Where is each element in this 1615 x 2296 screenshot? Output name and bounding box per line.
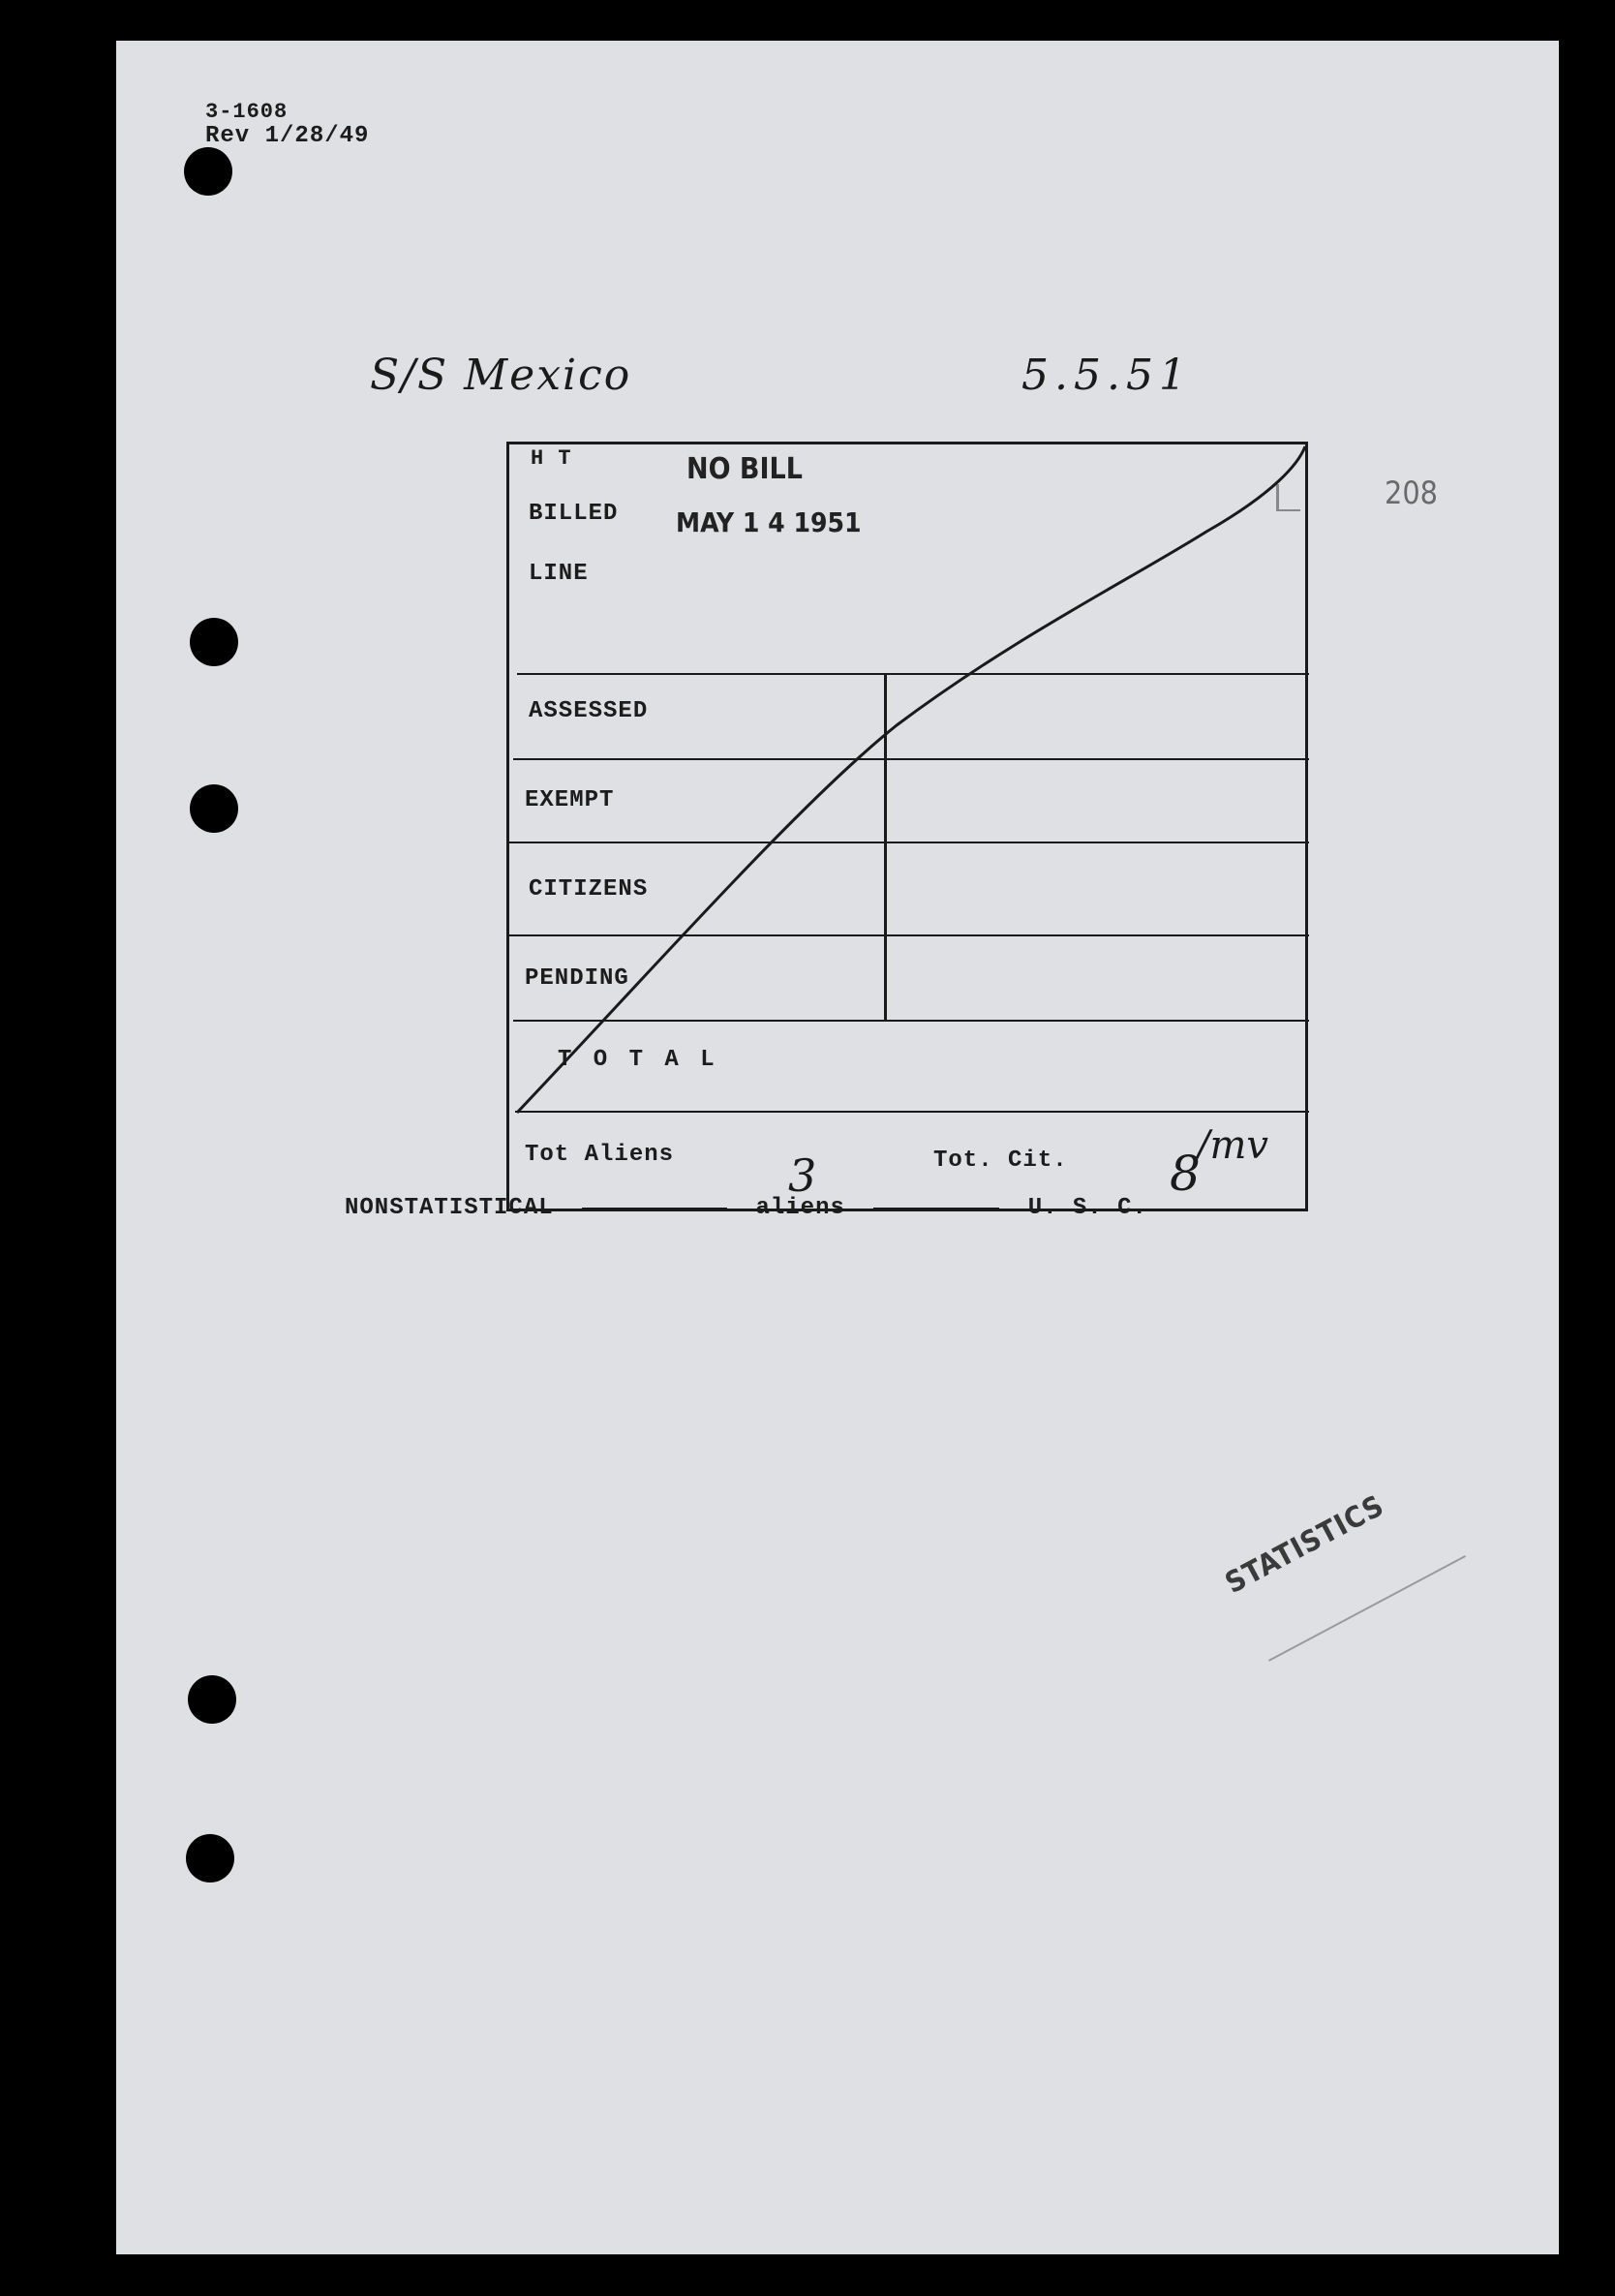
document-page [116,41,1559,2254]
ht-label: H T [531,446,572,471]
tot-cit-label: Tot. Cit. [933,1148,1068,1174]
initials-handwritten: /mv [1197,1123,1269,1168]
billed-date-stamp: MAY 1 4 1951 [676,506,862,538]
row-pending-label: PENDING [525,965,629,992]
line-label: LINE [529,561,589,587]
usc-label: U. S. C. [1027,1195,1147,1221]
billed-label: BILLED [529,501,619,527]
total-label: T O T A L [558,1047,718,1073]
aliens-label: aliens [755,1195,845,1221]
date-handwritten: 5.5.51 [1021,351,1192,400]
punch-hole [190,618,238,666]
nonstatistical-label: NONSTATISTICAL [345,1195,554,1221]
punch-hole [186,1834,234,1883]
row-exempt-label: EXEMPT [525,787,615,813]
punch-hole [184,147,232,196]
vessel-name-handwritten: S/S Mexico [370,351,632,400]
tot-aliens-label: Tot Aliens [525,1142,675,1168]
aliens-blank [582,1206,727,1209]
form-box [506,442,1308,1211]
no-bill-stamp: NO BILL [686,452,803,486]
row-citizens-label: CITIZENS [529,876,649,903]
form-revision: Rev 1/28/49 [205,123,370,149]
statistics-stamp: STATISTICS [1220,1488,1390,1601]
stamp-underline [1268,1555,1466,1662]
page-number-stamp: 208 [1385,475,1438,511]
punch-hole [188,1675,236,1724]
punch-hole [190,784,238,833]
usc-blank [873,1206,999,1209]
nonstatistical-line [345,1195,1147,1221]
form-number: 3-1608 [205,100,289,124]
strike-through-line [509,444,1311,1214]
row-assessed-label: ASSESSED [529,698,649,724]
tot-aliens-value: 3 [788,1149,817,1202]
tot-cit-value: 8 [1170,1146,1201,1202]
